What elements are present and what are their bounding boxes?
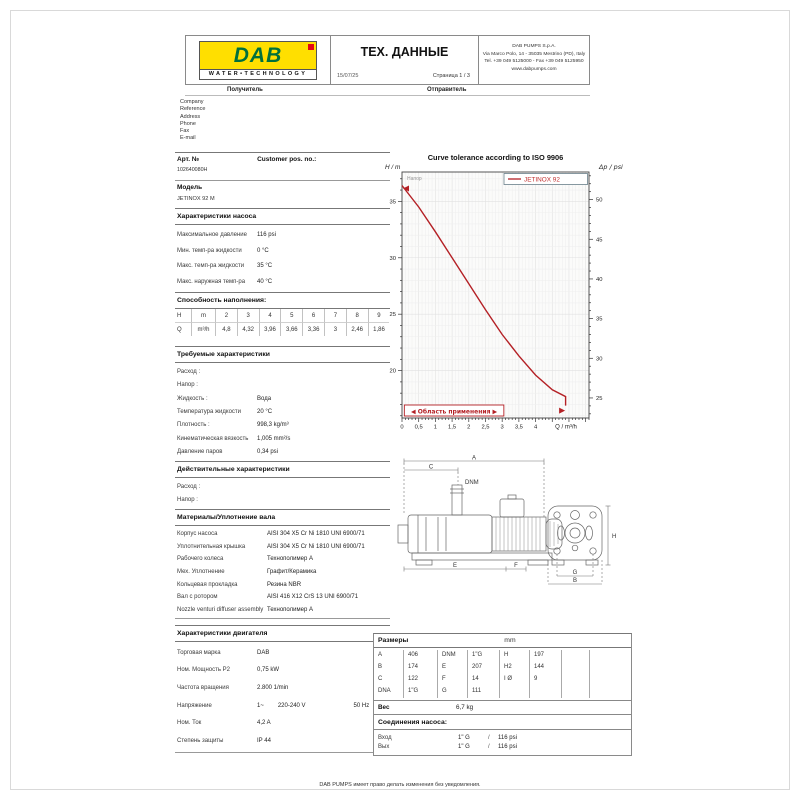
performance-chart <box>383 148 648 445</box>
spec-value: DAB <box>257 649 270 656</box>
dimensions-header <box>374 634 631 648</box>
actual-section-rows <box>175 478 390 509</box>
spec-label: Мин. темп-ра жидкости <box>177 247 242 254</box>
dimension-cell <box>590 662 631 674</box>
connection-value: 1" G <box>458 743 470 750</box>
spec-label: Макс. темп-ра жидкости <box>177 263 245 270</box>
weight-row <box>374 700 631 715</box>
spec-row <box>177 650 388 656</box>
connection-label: Вых <box>378 743 390 750</box>
spec-row <box>177 422 388 428</box>
connection-label: Вход <box>378 734 392 741</box>
spec-value: Технополимер А <box>267 556 313 563</box>
company-address <box>479 36 589 84</box>
spec-label: Торговая марка <box>177 649 221 656</box>
connection-value: 1" G <box>458 734 470 741</box>
spec-label: Максимальное давление <box>177 231 247 238</box>
connection-row <box>378 733 627 742</box>
motor-section-title: Характеристики двигателя <box>175 625 390 642</box>
spec-value: Вода <box>257 395 272 402</box>
title-cell <box>331 36 479 84</box>
dimension-cell: I Ø <box>500 674 530 686</box>
connection-value: / <box>488 734 490 741</box>
dimension-cell: H <box>500 650 530 662</box>
recipient-field: Address <box>180 113 201 120</box>
dimension-cell: DNM <box>438 650 468 662</box>
spec-row <box>177 449 388 455</box>
filling-cell: H <box>177 312 182 319</box>
spec-value: 50 Hz <box>353 702 370 709</box>
svg-text:35: 35 <box>389 199 396 206</box>
spec-label: Жидкость : <box>177 395 208 402</box>
dim-label-a: A <box>471 455 477 462</box>
dimension-cell: B <box>374 662 404 674</box>
dimension-cell: A <box>374 650 404 662</box>
spec-label: Уплотнительная крышка <box>177 543 246 550</box>
svg-text:Напор: Напор <box>407 176 422 182</box>
base-plate <box>412 553 552 560</box>
required-section-rows <box>175 363 390 461</box>
spec-row <box>177 369 388 375</box>
model-label: Модель <box>177 184 203 191</box>
dimension-cell: 1"G <box>404 686 438 698</box>
dimension-cell: F <box>438 674 468 686</box>
discharge-pipe <box>452 485 462 515</box>
svg-text:25: 25 <box>596 395 603 402</box>
recipient-field: Phone <box>180 120 196 127</box>
connection-value: / <box>488 743 490 750</box>
spec-label: Плотность : <box>177 422 210 429</box>
spec-row <box>177 703 388 709</box>
model-value: JETINOX 92 M <box>177 196 215 202</box>
dimension-cell: E <box>438 662 468 674</box>
connection-value: 116 psi <box>498 743 517 750</box>
spec-value: 0 °C <box>257 247 269 254</box>
svg-text:45: 45 <box>596 237 603 244</box>
dimension-cell: 197 <box>530 650 562 662</box>
spec-label: Расход : <box>177 483 201 490</box>
filling-cell: 3,96 <box>259 322 281 336</box>
motor-section-rows <box>175 642 390 753</box>
model-block <box>175 181 390 208</box>
customer-pos-label: Customer pos. no.: <box>257 156 317 163</box>
dimension-cell: 406 <box>404 650 438 662</box>
recipient-field: Fax <box>180 128 190 134</box>
recipient-label: Получитель <box>227 87 263 93</box>
pump-body <box>408 515 492 553</box>
spec-label: Напряжение <box>177 702 212 709</box>
connection-row <box>378 742 627 751</box>
logo-red-square-icon <box>308 44 314 50</box>
spec-label: Nozzle venturi diffuser assembly <box>177 606 264 613</box>
connections-rows <box>374 730 631 755</box>
spec-value: 40 °C <box>257 279 273 286</box>
filling-cell: m³/h <box>191 322 215 336</box>
dimensions-title: Размеры <box>378 637 409 644</box>
spec-label: Рабочего колеса <box>177 556 224 563</box>
svg-text:2,5: 2,5 <box>481 424 490 431</box>
terminal-box <box>500 499 524 517</box>
dimension-cell: DNA <box>374 686 404 698</box>
dimension-cell: 122 <box>404 674 438 686</box>
logo-brand-text: DAB <box>233 43 283 67</box>
filling-cell: 5 <box>280 309 302 322</box>
spec-row <box>177 232 388 238</box>
filling-cell: 9 <box>368 309 390 322</box>
recipient-fields <box>180 99 205 143</box>
dab-logo <box>199 41 317 80</box>
dimension-cell: 9 <box>530 674 562 686</box>
dimensions-table <box>373 633 632 756</box>
spec-value: AISI 304 X5 Cr Ni 1810 UNI 6900/71 <box>267 543 365 550</box>
connections-title: Соединения насоса: <box>374 715 631 730</box>
dimension-cell: 111 <box>468 686 500 698</box>
svg-text:20: 20 <box>389 368 396 375</box>
spec-row <box>177 409 388 415</box>
dimensions-grid <box>374 648 631 700</box>
dimension-cell <box>562 686 590 698</box>
recipient-field: E-mail <box>180 135 196 142</box>
svg-text:30: 30 <box>596 356 603 363</box>
svg-text:50: 50 <box>596 197 603 204</box>
connection-value: 116 psi <box>498 734 517 741</box>
actual-section-title: Действительные характеристики <box>175 461 390 478</box>
dimension-cell <box>562 662 590 674</box>
spec-value: Технополимер А <box>267 606 313 613</box>
dim-label-c: C <box>428 464 434 471</box>
spec-value: 1,005 mm²/s <box>257 435 291 442</box>
svg-text:40: 40 <box>596 276 603 283</box>
svg-text:3,5: 3,5 <box>514 424 523 431</box>
company-street: Via Marco Polo, 14 - 35035 Mestrino (PD), Italy <box>482 51 586 57</box>
article-number: 102640080H <box>177 167 208 173</box>
spec-value: 20 °C <box>257 408 273 415</box>
spec-row <box>177 544 388 550</box>
spec-label: Мех. Уплотнение <box>177 568 225 575</box>
svg-text:Curve tolerance according to I: Curve tolerance according to ISO 9906 <box>427 153 564 162</box>
svg-text:◀ Область применения ▶: ◀ Область применения ▶ <box>411 408 498 416</box>
spec-label: Частота вращения <box>177 685 229 692</box>
logo-cell <box>186 36 331 84</box>
dim-label-b: B <box>572 578 578 584</box>
svg-text:25: 25 <box>389 312 396 319</box>
front-flange <box>548 506 602 560</box>
svg-text:H / m: H / m <box>385 164 401 171</box>
spec-value: Резина NBR <box>267 581 302 588</box>
spec-row <box>177 396 388 402</box>
spec-label: Напор : <box>177 497 198 504</box>
svg-text:35: 35 <box>596 316 603 323</box>
dimensions-unit: mm <box>504 637 516 644</box>
dimension-cell <box>590 686 631 698</box>
svg-text:1: 1 <box>433 424 438 431</box>
spec-value: 220-240 V <box>277 702 306 709</box>
filling-cell: Q <box>175 322 191 336</box>
logo-yellow-box <box>200 42 316 69</box>
spec-label: Температура жидкости <box>177 408 242 415</box>
spec-value: 0,75 kW <box>257 667 280 674</box>
spec-label: Ном. Ток <box>177 720 202 727</box>
spec-row <box>177 594 388 600</box>
filling-cell: 3 <box>324 322 346 336</box>
spec-value: Графит/Керамика <box>267 568 317 575</box>
spec-value: 2.800 1/min <box>257 685 289 692</box>
spec-row <box>177 667 388 673</box>
spec-value: 998,3 kg/m³ <box>257 422 289 429</box>
dimension-cell: 207 <box>468 662 500 674</box>
materials-section-title: Материалы/Уплотнение вала <box>175 509 390 526</box>
dimension-cell: H2 <box>500 662 530 674</box>
dimension-cell <box>562 674 590 686</box>
filling-cell: 2 <box>215 309 237 322</box>
dimension-cell: 14 <box>468 674 500 686</box>
spec-value: 0,34 psi <box>257 449 279 456</box>
cable-gland <box>508 495 516 499</box>
dimension-cell: G <box>438 686 468 698</box>
svg-text:3: 3 <box>500 424 504 431</box>
spec-value: 35 °C <box>257 263 273 270</box>
dimension-cell <box>562 650 590 662</box>
front-center-port <box>565 523 585 543</box>
recipient-field: Reference <box>180 106 206 113</box>
dimension-cell <box>590 650 631 662</box>
spec-label: Кольцевая прокладка <box>177 581 238 588</box>
spec-row <box>177 582 388 588</box>
spec-label: Ном. Мощность P2 <box>177 667 230 674</box>
dimension-cell <box>530 686 562 698</box>
doc-page-number: Страница 1 / 3 <box>432 73 470 79</box>
spec-row <box>177 607 388 613</box>
dimension-cell: 1"G <box>468 650 500 662</box>
svg-text:Q / m³/h: Q / m³/h <box>555 424 577 431</box>
dim-label-e: E <box>452 563 458 569</box>
weight-label: Вес <box>378 704 390 711</box>
suction-port <box>398 525 408 543</box>
svg-text:JETINOX 92: JETINOX 92 <box>524 176 560 184</box>
doc-date: 15/07/25 <box>337 73 359 79</box>
footer-disclaimer: DAB PUMPS имеет право делать изменения без уведомления. <box>319 782 481 788</box>
spec-label: Расход : <box>177 368 201 375</box>
logo-tagline: WATER•TECHNOLOGY <box>200 69 316 79</box>
spec-label: Напор : <box>177 382 198 389</box>
svg-text:Δp / psi: Δp / psi <box>599 163 623 171</box>
dimension-cell: C <box>374 674 404 686</box>
filling-cell: 6 <box>302 309 324 322</box>
filling-table <box>175 309 390 346</box>
article-label: Арт. № <box>177 156 200 163</box>
spec-label: Макс. наружная темп-ра <box>177 279 246 286</box>
weight-value: 6,7 kg <box>456 704 474 711</box>
dim-label-dnm: DNM <box>465 480 479 486</box>
spec-row <box>177 531 388 537</box>
dimension-cell <box>500 686 530 698</box>
spec-value: AISI 416 X12 CrS 13 UNI 6900/71 <box>267 594 359 601</box>
filling-cell: 2,46 <box>346 322 368 336</box>
dim-label-h: H <box>612 534 617 540</box>
spec-row <box>177 484 388 490</box>
dimension-cell: 174 <box>404 662 438 674</box>
doc-title: ТЕХ. ДАННЫЕ <box>360 45 449 59</box>
company-name: DAB PUMPS S.p.A. <box>512 44 556 49</box>
recipient-sender-bar <box>185 85 590 96</box>
filling-section-title: Способность наполнения: <box>175 292 390 309</box>
dim-label-g: G <box>572 570 578 576</box>
spec-row <box>177 720 388 726</box>
spec-row <box>177 436 388 442</box>
spec-row <box>177 382 388 388</box>
spec-label: Корпус насоса <box>177 531 218 538</box>
dimension-drawing <box>396 453 636 608</box>
filling-cell: m <box>191 309 215 322</box>
company-website: www.dabpumps.com <box>511 66 557 72</box>
spec-value: 4,2 A <box>257 720 271 727</box>
dimension-cell <box>590 674 631 686</box>
spec-row <box>177 279 388 285</box>
svg-text:0: 0 <box>400 424 404 431</box>
spec-value: 1~ <box>257 702 264 709</box>
filling-cell: 3,66 <box>280 322 302 336</box>
spec-label: Вал с ротором <box>177 594 218 601</box>
pump-section-rows <box>175 225 390 292</box>
spec-value: IP 44 <box>257 738 271 745</box>
filling-cell: 1,86 <box>368 322 390 336</box>
dim-label-f: F <box>514 563 518 569</box>
svg-text:2: 2 <box>467 424 471 431</box>
spec-label: Давление паров <box>177 449 223 456</box>
svg-text:1,5: 1,5 <box>448 424 457 431</box>
filling-cell: 4 <box>259 309 281 322</box>
dimension-cell: 144 <box>530 662 562 674</box>
company-phone: Tel. +39 049 5125000 - Fax +39 049 5125950 <box>484 59 584 65</box>
filling-cell: 7 <box>324 309 346 322</box>
materials-section-rows <box>175 526 390 619</box>
article-block <box>175 153 390 181</box>
recipient-field: Company <box>180 99 204 105</box>
spec-row <box>177 569 388 575</box>
filling-cell: 4,32 <box>237 322 259 336</box>
required-section-title: Требуемые характеристики <box>175 346 390 363</box>
filling-cell: 3,36 <box>302 322 324 336</box>
foot-left <box>416 560 432 565</box>
sender-label: Отправитель <box>427 87 467 93</box>
spec-label: Степень защиты <box>177 738 224 745</box>
filling-cell: 3 <box>237 309 259 322</box>
filling-cell: 8 <box>346 309 368 322</box>
spec-value: AISI 304 X5 Cr Ni 1810 UNI 6900/71 <box>267 531 365 538</box>
filling-grid <box>175 309 390 336</box>
foot-right <box>528 560 548 565</box>
spec-row <box>177 685 388 691</box>
spec-row <box>177 556 388 562</box>
svg-text:0,5: 0,5 <box>414 424 423 431</box>
chart-svg <box>383 148 648 440</box>
pump-section-title: Характеристики насоса <box>175 208 390 225</box>
filling-cell: 4,8 <box>215 322 237 336</box>
svg-text:4: 4 <box>533 424 538 431</box>
spec-value: 116 psi <box>257 231 276 238</box>
spec-row <box>177 263 388 269</box>
spec-row <box>177 248 388 254</box>
spec-row <box>177 497 388 503</box>
spec-column <box>175 152 390 753</box>
spec-row <box>177 738 388 744</box>
header <box>185 35 590 85</box>
spec-label: Кинематическая вязкость <box>177 435 249 442</box>
svg-text:30: 30 <box>389 255 396 262</box>
